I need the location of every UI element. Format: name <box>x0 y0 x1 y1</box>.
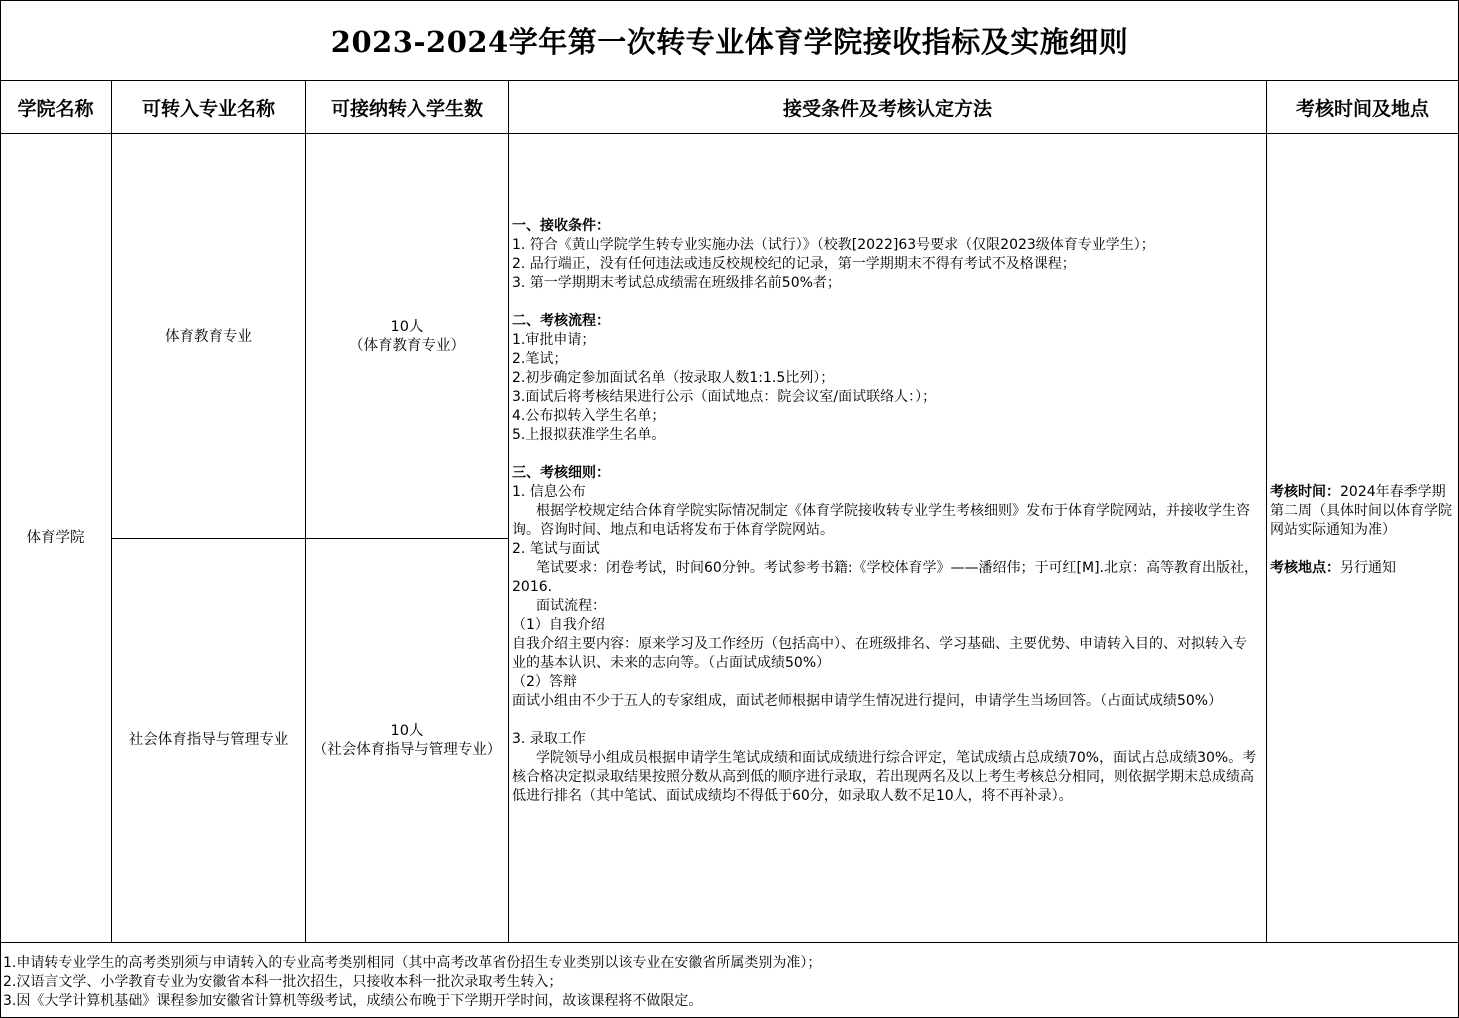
section-heading: 三、考核细则： <box>512 465 610 481</box>
place-label: 考核地点： <box>1270 560 1340 576</box>
subsection-body: 笔试要求：闭卷考试，时间60分钟。考试参考书籍:《学校体育学》——潘绍伟；于可红[M].北京：高等教育出版社，2016. <box>512 560 1258 595</box>
grid-line <box>508 80 509 942</box>
subsection-body: 学院领导小组成员根据申请学生笔试成绩和面试成绩进行综合评定，笔试成绩占总成绩70%，面试占总成绩30%。考核合格决定拟录取结果按照分数从高到低的顺序进行录取，若出现两名及以上考生考核总分相同，则依据学期末总成绩高低进行排名（其中笔试、面试成绩均不得低于60分，如录取人数不足10人，将不再补录）。 <box>512 750 1257 804</box>
page-title: 2023-2024学年第一次转专业体育学院接收指标及实施细则 <box>330 25 1129 59</box>
subsection-body: 自我介绍主要内容：原来学习及工作经历（包括高中）、在班级排名、学习基础、主要优势、申请转入目的、对拟转入专业的基本认识、未来的志向等。（占面试成绩50%） <box>512 636 1247 671</box>
subsection-body: 面试小组由不少于五人的专家组成，面试老师根据申请学生情况进行提问，申请学生当场回答。（占面试成绩50%） <box>512 693 1223 709</box>
grid-line <box>1266 80 1267 942</box>
footnote: 2.汉语言文学、小学教育专业为安徽省本科一批次招生，只接收本科一批次录取考生转入； <box>3 974 563 990</box>
footnotes <box>3 954 1453 1011</box>
header-time-place: 考核时间及地点 <box>1295 97 1429 120</box>
header-major: 可转入专业名称 <box>141 97 275 120</box>
section-heading: 二、考核流程： <box>512 313 610 329</box>
major-name-cell: 社会体育指导与管理专业 <box>128 732 289 748</box>
footnote: 3.因《大学计算机基础》课程参加安徽省计算机等级考试，成绩公布晚于下学期开学时间，故该课程将不做限定。 <box>3 993 703 1009</box>
quota-note: （体育教育专业） <box>349 338 465 354</box>
process-item: 4.公布拟转入学生名单； <box>512 408 666 424</box>
quota-count: 10人 <box>390 319 424 335</box>
condition-item: 1. 符合《黄山学院学生转专业实施办法（试行）》（校教[2022]63号要求（仅限2023级体育专业学生）； <box>512 237 1155 253</box>
time-label: 考核时间： <box>1270 484 1340 500</box>
quota-cell <box>306 134 508 538</box>
header-college: 学院名称 <box>17 97 94 120</box>
college-name-cell: 体育学院 <box>26 529 85 546</box>
section-heading: 一、接收条件： <box>512 218 610 234</box>
subsection-title: 面试流程： <box>536 598 606 614</box>
time-value: 2024年春季学期第二周（具体时间以体育学院网站实际通知为准） <box>1270 484 1452 538</box>
time-place-cell <box>1270 483 1456 578</box>
quota-cell <box>312 539 502 942</box>
process-item: 2.笔试； <box>512 351 568 367</box>
footnote: 1.申请转专业学生的高考类别须与申请转入的专业高考类别相同（其中高考改革省份招生专业类别以该专业在安徽省所属类别为准）； <box>3 955 822 971</box>
quota-note: （社会体育指导与管理专业） <box>312 741 502 758</box>
process-item: 3.面试后将考核结果进行公示（面试地点：院会议室/面试联络人：）； <box>512 389 937 405</box>
conditions-cell <box>512 217 1258 806</box>
process-item: 2.初步确定参加面试名单（按录取人数1:1.5比列）； <box>512 370 835 386</box>
condition-item: 2. 品行端正，没有任何违法或违反校规校纪的记录，第一学期期末不得有考试不及格课程； <box>512 256 1076 272</box>
subsection-body: 根据学校规定结合体育学院实际情况制定《体育学院接收转专业学生考核细则》发布于体育学院网站，并接收学生咨询。咨询时间、地点和电话将发布于体育学院网站。 <box>512 503 1250 538</box>
subsection-title: 3. 录取工作 <box>512 731 586 747</box>
place-value: 另行通知 <box>1340 560 1396 576</box>
subsection-title: （1）自我介绍 <box>512 617 605 633</box>
grid-line <box>0 942 1459 943</box>
process-item: 1.审批申请； <box>512 332 596 348</box>
subsection-title: 2. 笔试与面试 <box>512 541 600 557</box>
subsection-title: 1. 信息公布 <box>512 484 586 500</box>
quota-count: 10人 <box>390 722 424 739</box>
condition-item: 3. 第一学期期末考试总成绩需在班级排名前50%者； <box>512 275 841 291</box>
subsection-title: （2）答辩 <box>512 674 577 690</box>
header-conditions: 接受条件及考核认定方法 <box>782 97 992 120</box>
header-quota: 可接纳转入学生数 <box>330 97 483 120</box>
major-name-cell: 体育教育专业 <box>165 328 252 345</box>
process-item: 5.上报拟获准学生名单。 <box>512 427 666 443</box>
